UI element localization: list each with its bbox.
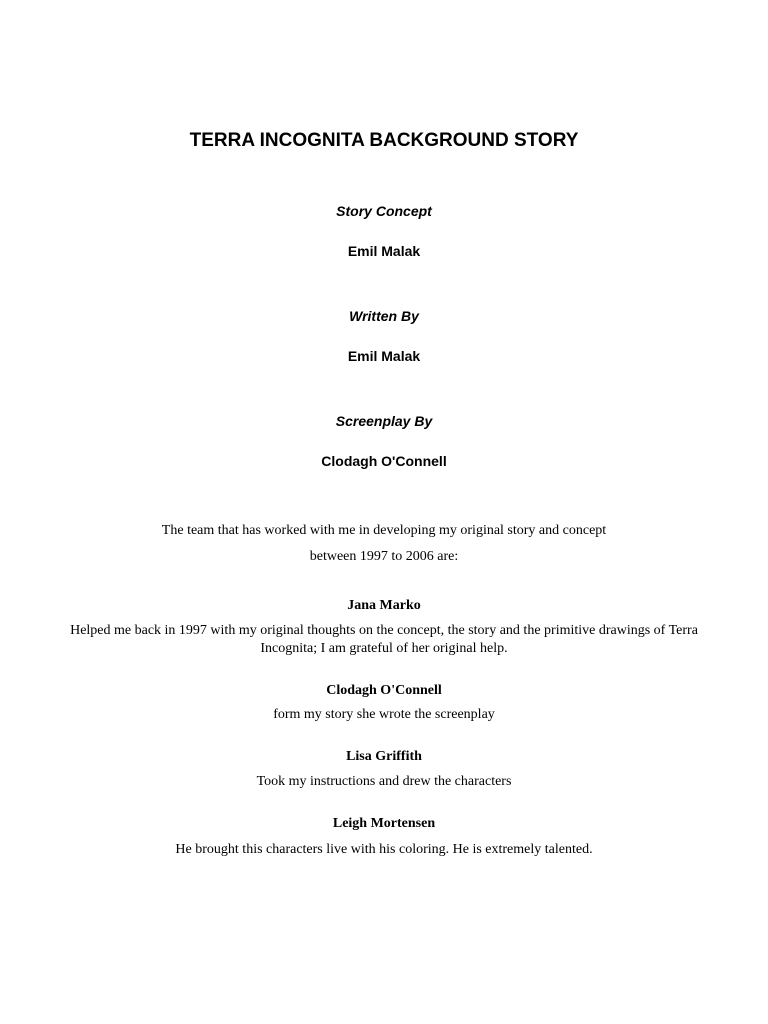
team-member-description-leigh: He brought this characters live with his coloring. He is extremely talented. <box>175 842 593 857</box>
written-by-label: Written By <box>349 308 419 324</box>
team-member-description-jana: Helped me back in 1997 with my original thoughts on the concept, the story and the primitive drawings of Terra Incognita; I am grateful of her original help. <box>70 623 698 656</box>
team-member-name-leigh: Leigh Mortensen <box>332 816 436 831</box>
intro-text-line-1: The team that has worked with me in developing my original story and concept <box>161 523 607 538</box>
screenplay-by-name: Clodagh O'Connell <box>321 453 447 469</box>
story-concept-label: Story Concept <box>336 203 432 219</box>
document-title: TERRA INCOGNITA BACKGROUND STORY <box>189 130 579 151</box>
team-member-description-lisa: Took my instructions and drew the characters <box>256 774 512 789</box>
team-member-name-clodagh: Clodagh O'Connell <box>326 683 442 698</box>
team-member-name-lisa: Lisa Griffith <box>346 749 422 764</box>
team-member-name-jana: Jana Marko <box>347 598 421 613</box>
screenplay-by-label: Screenplay By <box>335 413 433 429</box>
story-concept-name: Emil Malak <box>347 243 421 259</box>
written-by-name: Emil Malak <box>347 348 421 364</box>
intro-text-line-2: between 1997 to 2006 are: <box>309 549 459 564</box>
team-member-description-clodagh: form my story she wrote the screenplay <box>273 707 495 722</box>
